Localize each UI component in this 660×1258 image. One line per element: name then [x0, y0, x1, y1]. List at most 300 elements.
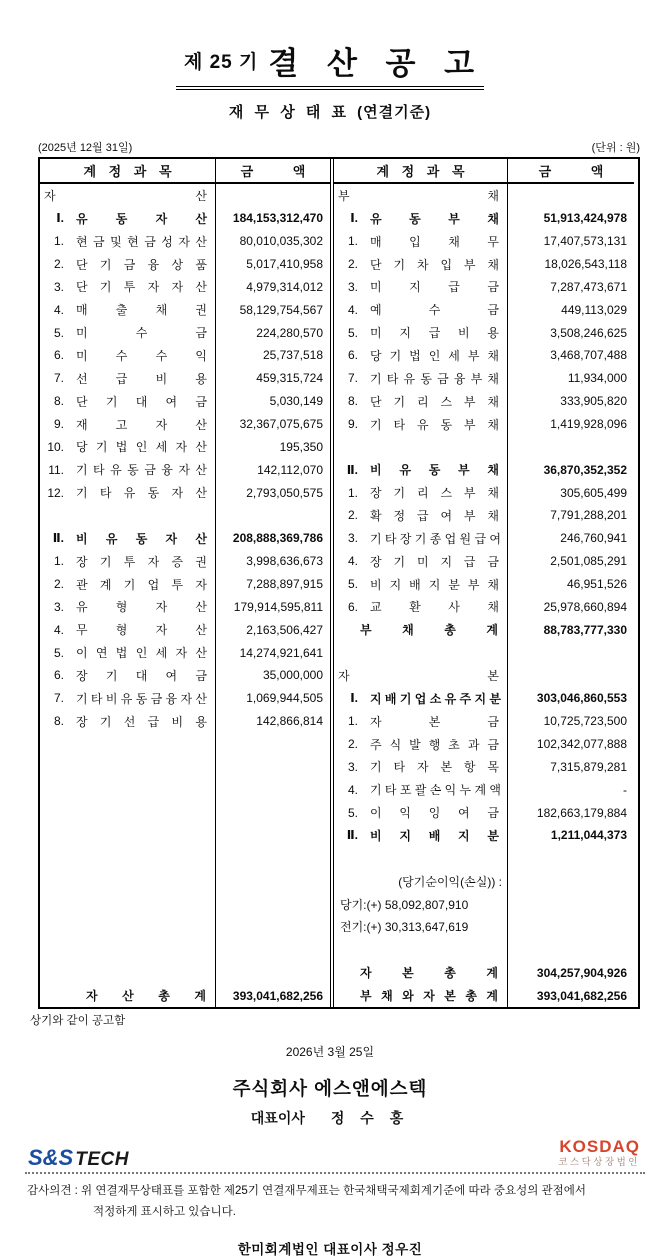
amount-cell: 7,315,879,281 [550, 759, 627, 774]
account-cell [40, 824, 216, 847]
account-cell [40, 344, 216, 367]
note-text: (당기순이익(손실)) : [398, 874, 502, 889]
account-cell [334, 573, 508, 596]
assets-header-row [40, 159, 330, 184]
table-row [334, 664, 634, 687]
row-number: Ⅱ. [52, 531, 64, 546]
account-cell [40, 230, 216, 253]
amount-cell: 7,287,473,671 [550, 279, 627, 294]
row-number: 6. [347, 599, 358, 614]
table-row [334, 321, 634, 344]
account-cell [40, 870, 216, 893]
account-cell [334, 550, 508, 573]
table-row [334, 184, 634, 207]
statement-subtitle: 재 무 상 태 표 (연결기준) [228, 104, 432, 121]
liabilities-equity-column [330, 159, 634, 1007]
row-number: 8. [53, 714, 64, 729]
title-underline [176, 38, 484, 90]
amount-cell: 5,030,149 [269, 394, 323, 409]
table-row [40, 504, 330, 527]
account-cell [334, 595, 508, 618]
snstech-logo-tech: TECH [75, 1149, 129, 1171]
row-number: 2. [347, 257, 358, 271]
account-label: 미 지 급 비 용 [370, 326, 499, 341]
row-number: 1. [347, 234, 358, 249]
account-cell [40, 916, 216, 939]
table-row [40, 641, 330, 664]
table-row [334, 275, 634, 298]
title-period: 제 25 기 [183, 52, 259, 73]
company-name: 주식회사 에스앤에스텍 [232, 1077, 428, 1099]
account-cell [40, 687, 216, 710]
amount-cell: 3,508,246,625 [550, 325, 627, 340]
account-label: 이 익 잉 여 금 [370, 806, 499, 821]
account-label: 유 동 부 채 [370, 211, 499, 226]
account-label: 단 기 대 여 금 [76, 394, 207, 409]
table-row [40, 984, 330, 1007]
table-row [40, 390, 330, 413]
account-label: 비 지 배 지 분 부 채 [370, 577, 499, 592]
table-row [40, 801, 330, 824]
amount-cell: 1,069,944,505 [246, 691, 323, 706]
row-number: 11. [48, 462, 64, 477]
amount-header: 금 액 [538, 164, 604, 179]
account-cell [334, 344, 508, 367]
account-cell [334, 413, 508, 436]
account-cell [40, 778, 216, 801]
account-cell [334, 618, 508, 641]
account-cell [40, 984, 216, 1007]
account-label: 단 기 투 자 자 산 [76, 280, 207, 295]
account-cell [334, 733, 508, 756]
amount-cell: 2,501,085,291 [550, 554, 627, 569]
row-number: 4. [347, 302, 358, 317]
table-row [334, 641, 634, 664]
account-label: 비 지 배 지 분 [370, 828, 499, 843]
amount-cell: 10,725,723,500 [543, 714, 627, 729]
row-number: 3. [347, 531, 358, 546]
amount-cell: 208,888,369,786 [232, 531, 323, 546]
account-header: 계 정 과 목 [334, 159, 508, 182]
section-head-label: 자 산 [44, 188, 207, 203]
kosdaq-logo-subtitle: 코스닥상장법인 [558, 1157, 640, 1169]
account-label: 단 기 차 입 부 채 [370, 257, 499, 272]
account-cell [40, 755, 216, 778]
table-row [334, 824, 634, 847]
amount-cell: 5,017,410,958 [246, 257, 323, 271]
table-row [40, 847, 330, 870]
table-row [40, 458, 330, 481]
account-label: 비 유 동 자 산 [76, 531, 207, 546]
account-label: 미 수 수 익 [76, 348, 207, 363]
account-label: 당 기 법 인 세 부 채 [370, 348, 499, 363]
amount-cell: 32,367,075,675 [239, 417, 323, 432]
account-label: 무 형 자 산 [76, 623, 207, 638]
amount-cell: 3,468,707,488 [550, 348, 627, 363]
row-number: 1. [53, 234, 64, 249]
row-number: 2. [347, 737, 358, 752]
amount-cell: 142,112,070 [257, 462, 323, 477]
account-cell [40, 504, 216, 527]
row-number: 7. [347, 371, 358, 386]
publication-date: 2026년 3월 25일 [285, 1044, 375, 1059]
account-cell [334, 984, 508, 1007]
account-label: 장 기 리 스 부 채 [370, 486, 499, 501]
table-row [40, 824, 330, 847]
account-cell [40, 367, 216, 390]
row-number: 12. [47, 485, 64, 500]
amount-cell: 2,793,050,575 [246, 485, 323, 500]
row-number: Ⅰ. [56, 211, 64, 226]
table-row [40, 481, 330, 504]
account-cell [40, 961, 216, 984]
account-cell [40, 184, 216, 207]
amount-cell: 4,979,314,012 [246, 279, 323, 294]
account-label: 교 환 사 채 [370, 600, 499, 615]
section-head-label: 자 본 [338, 668, 499, 683]
table-row [334, 733, 634, 756]
row-number: 6. [53, 348, 64, 363]
audit-opinion [27, 1181, 640, 1222]
amount-cell: 80,010,035,302 [239, 234, 323, 249]
account-cell [334, 458, 508, 481]
row-number: 8. [53, 394, 64, 409]
account-cell [40, 595, 216, 618]
amount-cell: 46,951,526 [566, 577, 627, 592]
page-title [0, 38, 660, 90]
account-label: 기 타 유 동 금 융 부 채 [370, 371, 499, 386]
row-number: 7. [53, 691, 64, 706]
row-number: 6. [347, 348, 358, 363]
row-number: 4. [53, 622, 64, 637]
row-number: 5. [347, 805, 358, 820]
row-number: 1. [53, 554, 64, 569]
amount-cell: - [623, 782, 627, 797]
account-label: 자 본 금 [370, 714, 499, 729]
account-cell [334, 481, 508, 504]
table-row [40, 733, 330, 756]
account-cell [334, 755, 508, 778]
table-row [334, 435, 634, 458]
row-number: 1. [347, 714, 358, 729]
table-row [334, 298, 634, 321]
amount-cell: 18,026,543,118 [544, 257, 627, 271]
table-row [40, 916, 330, 939]
amount-cell: 142,866,814 [256, 714, 323, 729]
table-row [334, 573, 634, 596]
account-cell [334, 893, 508, 916]
account-label: 매 출 채 권 [76, 303, 207, 318]
account-cell [334, 230, 508, 253]
account-label: 재 고 자 산 [76, 417, 207, 432]
account-cell [334, 253, 508, 276]
table-row [334, 595, 634, 618]
assets-rows [40, 184, 330, 1007]
account-label: 장 기 미 지 급 금 [370, 554, 499, 569]
table-row [40, 595, 330, 618]
table-row [40, 687, 330, 710]
amount-cell: 246,760,941 [560, 531, 627, 546]
account-cell [334, 298, 508, 321]
account-cell [334, 641, 508, 664]
account-label: 이 연 법 인 세 자 산 [76, 646, 207, 661]
row-number: Ⅰ. [350, 691, 358, 706]
amount-cell: 25,978,660,894 [543, 599, 627, 614]
account-label: 기 타 자 본 항 목 [370, 760, 499, 775]
table-row [334, 687, 634, 710]
table-row [40, 710, 330, 733]
table-row [334, 230, 634, 253]
account-label: 기 타 유 동 금 융 자 산 [76, 463, 207, 478]
account-cell [40, 527, 216, 550]
table-row [334, 481, 634, 504]
table-row [334, 755, 634, 778]
total-label: 자 산 총 계 [86, 989, 206, 1003]
amount-cell: 88,783,777,330 [543, 622, 627, 637]
ceo-line [0, 1108, 660, 1128]
account-label: 미 지 급 금 [370, 280, 499, 295]
row-number: 5. [53, 325, 64, 340]
account-label: 미 수 금 [76, 326, 207, 341]
balance-sheet-table [38, 157, 640, 1009]
account-header: 계 정 과 목 [40, 159, 216, 182]
account-cell [334, 527, 508, 550]
row-number: 3. [347, 759, 358, 774]
account-cell [334, 938, 508, 961]
table-row [40, 527, 330, 550]
account-cell [334, 435, 508, 458]
account-cell [40, 664, 216, 687]
account-label: 당 기 법 인 세 자 산 [76, 440, 207, 455]
audit-label: 감사의견 : [27, 1185, 78, 1198]
amount-cell: 224,280,570 [256, 325, 323, 340]
amount-cell: 1,419,928,096 [550, 417, 627, 432]
amount-cell: 393,041,682,256 [232, 988, 323, 1003]
account-label: 유 동 자 산 [76, 211, 207, 226]
account-cell [334, 870, 508, 893]
liabilities-equity-rows [334, 184, 634, 1007]
row-number: Ⅰ. [350, 211, 358, 226]
row-number: 9. [347, 417, 358, 432]
account-label: 장 기 투 자 증 권 [76, 554, 207, 569]
table-row [40, 275, 330, 298]
account-cell [40, 847, 216, 870]
account-label: 장 기 선 급 비 용 [76, 714, 207, 729]
table-row [334, 893, 634, 916]
table-row [40, 870, 330, 893]
row-number: 4. [53, 302, 64, 317]
row-number: 5. [53, 645, 64, 660]
account-cell [40, 298, 216, 321]
unit-note: (단위 : 원) [591, 142, 640, 154]
table-row [40, 618, 330, 641]
account-cell [40, 550, 216, 573]
table-row [334, 207, 634, 230]
row-number: 7. [53, 371, 64, 386]
account-label: 지 배 기 업 소 유 주 지 분 [370, 691, 502, 706]
note-text: 전기:(+) 30,313,647,619 [340, 920, 469, 935]
section-head-label: 부 채 [338, 188, 499, 203]
row-number: 9. [53, 417, 64, 432]
table-row [40, 184, 330, 207]
table-row [334, 847, 634, 870]
total-label: 자 본 총 계 [360, 966, 498, 981]
amount-cell: 195,350 [279, 439, 323, 454]
account-label: 기 타 유 동 자 산 [76, 486, 207, 501]
account-cell [334, 504, 508, 527]
kosdaq-logo-word: KOSDAQ [559, 1136, 640, 1156]
audit-opinion-line2: 적정하게 표시하고 있습니다. [93, 1205, 236, 1218]
row-number: 4. [347, 554, 358, 569]
table-row [334, 801, 634, 824]
account-cell [40, 481, 216, 504]
amount-cell: 305,605,499 [560, 485, 627, 500]
logo-row [28, 1136, 640, 1169]
row-number: 8. [347, 394, 358, 409]
account-label: 매 입 채 무 [370, 234, 499, 249]
table-row [334, 618, 634, 641]
kosdaq-logo [558, 1136, 640, 1169]
account-label: 기 타 비 유 동 금 융 자 산 [76, 691, 208, 706]
audit-firm-signature: 한미회계법인 대표이사 정우진 [237, 1242, 423, 1258]
account-cell [334, 824, 508, 847]
row-number: 10. [47, 439, 64, 454]
table-row [40, 413, 330, 436]
account-label: 주 식 발 행 초 과 금 [370, 737, 499, 752]
amount-cell: 25,737,518 [262, 348, 323, 363]
account-cell [334, 321, 508, 344]
amount-cell: 36,870,352,352 [543, 462, 627, 477]
account-label: 기 타 포 괄 손 익 누 계 액 [370, 783, 502, 798]
account-cell [40, 801, 216, 824]
total-label: 부 채 와 자 본 총 계 [360, 989, 498, 1003]
amount-cell: 17,407,573,131 [543, 234, 627, 249]
amount-cell: 303,046,860,553 [536, 691, 627, 706]
amount-cell: 11,934,000 [567, 371, 627, 386]
account-cell [40, 413, 216, 436]
account-label: 장 기 대 여 금 [76, 668, 207, 683]
account-cell [334, 390, 508, 413]
amount-cell: 333,905,820 [560, 394, 627, 409]
table-row [334, 984, 634, 1007]
account-cell [334, 778, 508, 801]
account-cell [40, 641, 216, 664]
row-number: 6. [53, 668, 64, 683]
amount-cell: 304,257,904,926 [536, 965, 627, 980]
table-row [334, 527, 634, 550]
ceo-title: 대표이사 [250, 1109, 305, 1126]
account-cell [40, 893, 216, 916]
table-row [40, 961, 330, 984]
amount-cell: 1,211,044,373 [550, 828, 627, 843]
amount-cell: 7,791,288,201 [550, 508, 627, 523]
account-cell [334, 961, 508, 984]
account-label: 선 급 비 용 [76, 371, 207, 386]
row-number: 1. [347, 485, 358, 500]
account-cell [40, 458, 216, 481]
row-number: 2. [53, 577, 64, 592]
account-label: 관 계 기 업 투 자 [76, 577, 207, 592]
row-number: Ⅱ. [346, 828, 358, 843]
amount-cell: 459,315,724 [256, 371, 323, 386]
table-row [40, 893, 330, 916]
amount-cell: 179,914,595,811 [233, 599, 323, 614]
account-cell [40, 938, 216, 961]
account-cell [334, 275, 508, 298]
amount-cell: 393,041,682,256 [536, 988, 627, 1003]
liabilities-header-row [334, 159, 634, 184]
account-cell [334, 801, 508, 824]
account-label: 예 수 금 [370, 303, 499, 318]
row-number: 3. [53, 279, 64, 294]
account-label: 단 기 금 융 상 품 [76, 257, 207, 272]
account-label: 기 타 유 동 부 채 [370, 417, 499, 432]
amount-cell: 58,129,754,567 [239, 302, 323, 317]
table-row [334, 413, 634, 436]
amount-header: 금 액 [240, 164, 306, 179]
account-cell [334, 367, 508, 390]
account-label: 비 유 동 부 채 [370, 463, 499, 478]
account-cell [40, 390, 216, 413]
table-row [40, 344, 330, 367]
table-row [40, 435, 330, 458]
amount-cell: 184,153,312,470 [232, 211, 323, 226]
snstech-logo [28, 1147, 129, 1169]
announcement-note: 상기와 같이 공고함 [30, 1014, 126, 1027]
row-number: 5. [347, 577, 358, 592]
title-main: 결 산 공 고 [268, 46, 477, 81]
account-cell [40, 618, 216, 641]
table-row [334, 367, 634, 390]
account-cell [334, 207, 508, 230]
table-row [40, 778, 330, 801]
table-row [334, 870, 634, 893]
assets-column [40, 159, 330, 1007]
account-label: 기 타 장 기 종 업 원 급 여 [370, 531, 502, 546]
account-cell [40, 253, 216, 276]
account-label: 현 금 및 현 금 성 자 산 [76, 234, 207, 249]
table-row [334, 550, 634, 573]
table-row [334, 710, 634, 733]
table-row [40, 367, 330, 390]
row-number: 2. [347, 508, 358, 523]
table-row [40, 755, 330, 778]
table-row [334, 504, 634, 527]
amount-cell: 35,000,000 [262, 668, 323, 683]
row-number: 3. [347, 279, 358, 294]
table-row [40, 664, 330, 687]
account-cell [334, 847, 508, 870]
meta-row [38, 139, 640, 155]
table-row [334, 938, 634, 961]
row-number: 2. [53, 257, 64, 271]
account-cell [40, 207, 216, 230]
table-row [40, 230, 330, 253]
amount-cell: 182,663,179,884 [536, 805, 627, 820]
account-label: 확 정 급 여 부 채 [370, 508, 499, 523]
table-row [334, 778, 634, 801]
table-row [40, 550, 330, 573]
table-row [40, 207, 330, 230]
account-cell [40, 733, 216, 756]
note-text: 당기:(+) 58,092,807,910 [340, 897, 469, 912]
table-row [40, 253, 330, 276]
account-cell [40, 710, 216, 733]
table-row [334, 916, 634, 939]
account-cell [40, 435, 216, 458]
account-label: 유 형 자 산 [76, 600, 207, 615]
account-cell [334, 710, 508, 733]
